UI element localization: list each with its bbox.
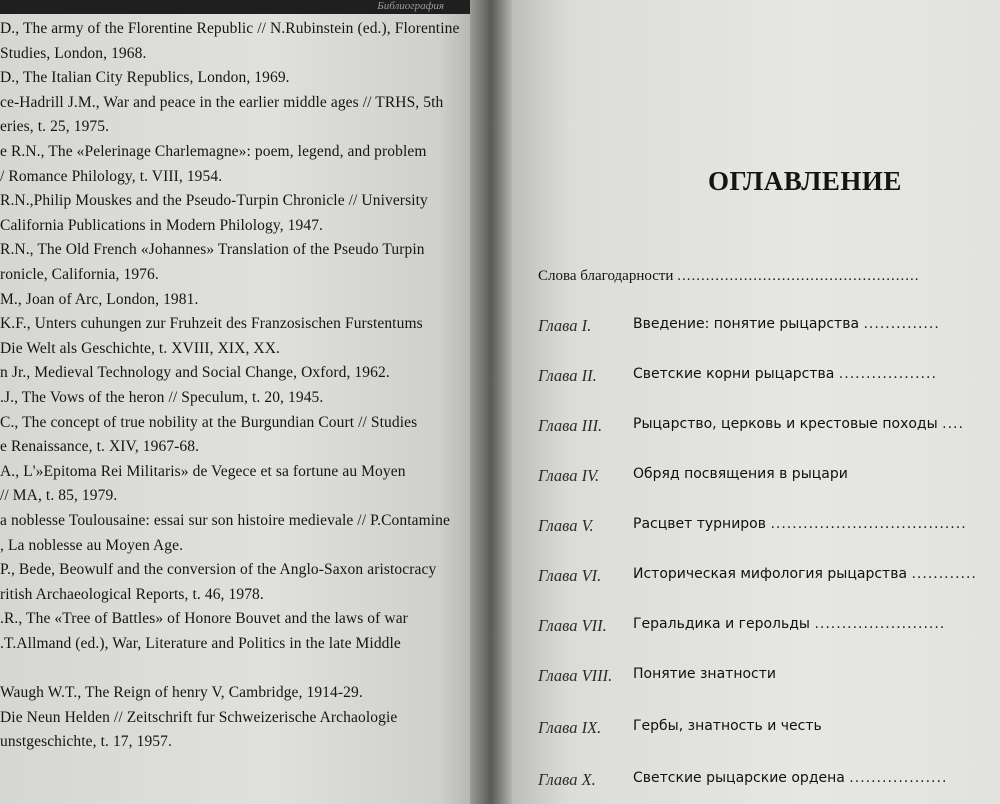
bibliography-line: .T.Allmand (ed.), War, Literature and Politics in the late Middle [0, 635, 401, 652]
left-page-bibliography [0, 0, 488, 804]
bibliography-line: e R.N., The «Pelerinage Charlemagne»: poem, legend, and problem [0, 143, 427, 160]
running-header-text: Библиография [377, 0, 444, 12]
toc-leader-dots: ............ [911, 566, 977, 582]
bibliography-line: A., L'»Epitoma Rei Militaris» de Vegece et sa fortune au Moyen [0, 462, 406, 480]
bibliography-line: n Jr., Medieval Technology and Social Change, Oxford, 1962. [0, 364, 390, 382]
toc-chapter-title-text: Историческая мифология рыцарства [633, 566, 908, 582]
bibliography-line: .R., The «Tree of Battles» of Honore Bouvet and the laws of war [0, 610, 408, 628]
bibliography-line: Waugh W.T., The Reign of henry V, Cambridge, 1914-29. [0, 684, 363, 702]
toc-chapter-number: Глава III. [538, 416, 603, 435]
toc-leader-dots: .................. [849, 770, 948, 786]
bibliography-line: Die Neun Helden // Zeitschrift fur Schweizerische Archaologie [0, 708, 398, 726]
toc-chapter-title [633, 666, 776, 682]
toc-chapter-title [633, 770, 947, 786]
toc-chapter-title [633, 466, 848, 482]
bibliography-line: .J., The Vows of the heron // Speculum, t. 20, 1945. [0, 389, 324, 406]
toc-chapter-row [538, 366, 1000, 390]
toc-chapter-number: Глава X. [538, 770, 596, 789]
toc-leader-dots: .............. [863, 316, 940, 332]
toc-chapter-row [538, 666, 1000, 690]
toc-chapter-number: Глава VI. [538, 566, 602, 585]
bibliography-line: California Publications in Modern Philology, 1947. [0, 216, 324, 234]
toc-leader-dots: ........................ [814, 616, 946, 632]
bibliography-line: a noblesse Toulousaine: essai sur son histoire medievale // P.Contamine [0, 512, 450, 529]
toc-chapter-title [633, 316, 940, 332]
bibliography-line: , La noblesse au Moyen Age. [0, 536, 184, 554]
toc-entry-label: Слова благодарности [538, 268, 674, 284]
toc-chapter-title-text: Светские корни рыцарства [633, 366, 835, 382]
bibliography-line: ce-Hadrill J.M., War and peace in the earlier middle ages // TRHS, 5th [0, 93, 444, 111]
toc-chapter-row [538, 616, 1000, 640]
running-header [0, 0, 470, 14]
bibliography-line: Studies, London, 1968. [0, 44, 147, 62]
toc-chapter-row [538, 566, 1000, 590]
toc-chapter-title [633, 566, 977, 582]
toc-chapter-title [633, 616, 945, 632]
toc-chapter-title [633, 416, 964, 432]
bibliography-line: R.N.,Philip Mouskes and the Pseudo-Turpin Chronicle // University [0, 192, 428, 210]
toc-chapter-title [633, 718, 822, 734]
toc-chapter-number: Глава II. [538, 366, 597, 385]
toc-chapter-row [538, 718, 1000, 742]
toc-chapter-number: Глава VII. [538, 616, 607, 635]
toc-chapter-row [538, 416, 1000, 440]
toc-chapter-row [538, 316, 1000, 340]
bibliography-line: P., Bede, Beowulf and the conversion of the Anglo-Saxon aristocracy [0, 561, 437, 579]
bibliography-line: / Romance Philology, t. VIII, 1954. [0, 167, 223, 185]
bibliography-line: C., The concept of true nobility at the Burgundian Court // Studies [0, 413, 418, 431]
bibliography-line: R.N., The Old French «Johannes» Translation of the Pseudo Turpin [0, 241, 425, 259]
toc-chapter-title-text: Гербы, знатность и честь [633, 718, 822, 734]
toc-chapter-title [633, 366, 937, 382]
toc-chapter-row [538, 466, 1000, 490]
toc-chapter-row [538, 770, 1000, 794]
toc-chapter-title-text: Расцвет турниров [633, 516, 766, 532]
toc-chapter-title-text: Введение: понятие рыцарства [633, 316, 860, 332]
bibliography-line: ronicle, California, 1976. [0, 266, 159, 283]
toc-entry-acknowledgements [538, 268, 1000, 285]
toc-chapter-number: Глава I. [538, 316, 592, 335]
toc-chapter-number: Глава V. [538, 516, 594, 535]
toc-chapter-title [633, 516, 967, 532]
book-gutter [470, 0, 516, 804]
toc-leader-dots: ................................................... [677, 268, 920, 284]
bibliography-line: K.F., Unters cuhungen zur Fruhzeit des Franzosischen Furstentums [0, 315, 423, 333]
toc-leader-dots: .................. [838, 366, 937, 382]
bibliography-line: M., Joan of Arc, London, 1981. [0, 290, 199, 308]
bibliography-line: Die Welt als Geschichte, t. XVIII, XIX, XX. [0, 339, 280, 357]
right-page-contents [512, 0, 1000, 804]
bibliography-line: unstgeschichte, t. 17, 1957. [0, 733, 172, 751]
bibliography-line: D., The army of the Florentine Republic // N.Rubinstein (ed.), Florentine [0, 20, 460, 37]
toc-chapter-number: Глава IX. [538, 718, 602, 737]
toc-chapter-title-text: Геральдика и герольды [633, 616, 810, 632]
toc-chapter-title-text: Понятие знатности [633, 666, 776, 682]
bibliography-line: e Renaissance, t. XIV, 1967-68. [0, 438, 200, 456]
toc-chapter-number: Глава IV. [538, 466, 600, 485]
toc-chapter-row [538, 516, 1000, 540]
toc-chapter-number: Глава VIII. [538, 666, 613, 685]
bibliography-line: D., The Italian City Republics, London, 1969. [0, 69, 290, 87]
toc-chapter-title-text: Обряд посвящения в рыцари [633, 466, 848, 482]
toc-leader-dots: .................................... [770, 516, 967, 532]
bibliography-line: eries, t. 25, 1975. [0, 118, 110, 136]
toc-title: ОГЛАВЛЕНИЕ [708, 166, 902, 196]
bibliography-line: // MA, t. 85, 1979. [0, 487, 118, 505]
bibliography-line: ritish Archaeological Reports, t. 46, 1978. [0, 585, 264, 603]
toc-chapter-title-text: Светские рыцарские ордена [633, 770, 845, 786]
toc-leader-dots: .... [942, 416, 964, 432]
toc-chapter-title-text: Рыцарство, церковь и крестовые походы [633, 416, 938, 432]
